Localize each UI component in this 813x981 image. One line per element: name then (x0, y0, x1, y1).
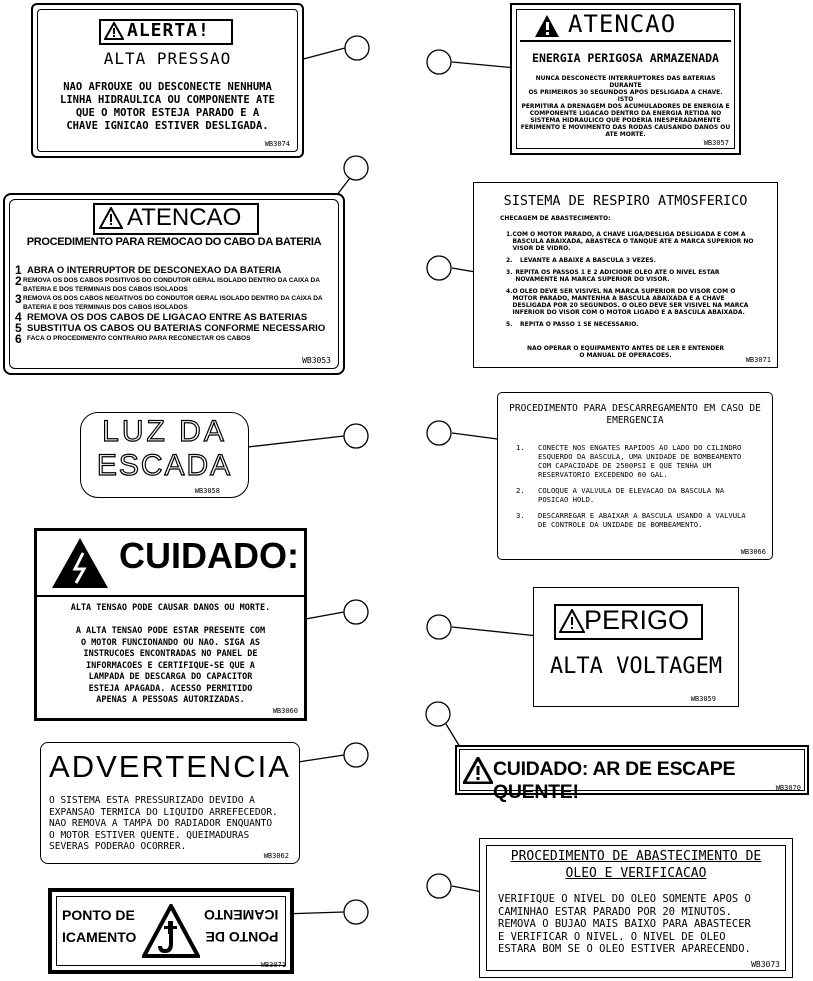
part-number: WB3074 (264, 140, 290, 148)
alerta-header-box (99, 19, 233, 45)
alerta-header: ALERTA! (127, 20, 210, 41)
atencao-bateria-header: ATENCAO (127, 204, 242, 231)
decal-cuidado-alta-tensao (34, 528, 307, 721)
cuidado-body-line: ESTEJA APAGADA. ACESSO PERMITIDO (88, 683, 253, 694)
icamento-right-line1: PONTO DE (205, 929, 278, 945)
callout-circle (427, 874, 451, 898)
respiro-title: SISTEMA DE RESPIRO ATMOSFERICO (503, 193, 748, 209)
decal-abastecimento-oleo (479, 838, 793, 978)
respiro-step: LEVANTE A ABAIXE A BASCULA 3 VEZES. (520, 257, 656, 264)
advertencia-body-line: SEVERAS PODERAO OCORRER. (49, 841, 187, 852)
alerta-body-line: QUE O MOTOR ESTEJA PARADO E A (75, 107, 260, 119)
abastecimento-body-line: E VERIFICAR O NIVEL. O NIVEL DE OLEO (498, 930, 726, 943)
luz-line2: ESCADA (96, 449, 233, 482)
advertencia-body-line: EXPANSAO TERMICA DO LIQUIDO ARREFECEDOR. (49, 806, 278, 818)
icamento-left-line1: PONTO DE (62, 907, 135, 923)
advertencia-body-line: O MOTOR ESTIVER QUENTE. QUEIMADURAS (49, 829, 250, 841)
respiro-step: REPITA O PASSO 1 SE NECESSARIO. (520, 321, 639, 328)
part-number: WB3057 (703, 139, 729, 147)
atencao-bateria-step: REMOVA OS DOS CABOS NEGATIVOS DO CONDUTOR GERAL ISOLADO DENTRO DA CAIXA DA BATERIA E DOS TERMINAIS DOS CABOS ISOLADOS (22, 295, 323, 311)
decal-atencao-bateria: ATENCAO PROCEDIMENTO PARA REMOCAO DO CABO DA BATERIA 1 ABRA O INTERRUPTOR DE DESCONEXAO DA BATERIA 2 REMOVA OS DOS CABOS POSITIVOS DO CONDUTOR GERAL ISOLADO DENTRO DA CAIXA DA BATERIA E DOS TERMINAIS DOS CABOS ISOLADOS 3 REMOVA OS DOS CABOS NEGATIVOS DO CONDUTOR GERAL ISOLADO DENTRO DA CAIXA DA BATERIA E DOS TERMINAIS DOS CABOS ISOLADOS 4 REMOVA OS DOS CABOS DE LIGACAO ENTRE AS BATERIAS 5 SUBSTITUA OS CABOS OU BATERIAS CONFORME NECESSARIO 6 FACA O PROCEDIMENTO CONTRARIO PARA RECONECTAR OS CABOS WB3053 (3, 193, 345, 375)
cuidado-line1: ALTA TENSAO PODE CAUSAR DANOS OU MORTE. (70, 603, 271, 613)
respiro-step: COM O MOTOR PARADO, A CHAVE LIGA/DESLIGA DESLIGADA E COM A BASCULA ABAIXADA, ABASTECA O TANQUE ATE A MARCA SUPERIOR NO VISOR DE VIDRO. (512, 231, 754, 252)
abastecimento-body-line: CAMINHAO ESTAR PARADO POR 20 MINUTOS. (498, 905, 732, 918)
cuidado-body-line: APENAS A PESSOAS AUTORIZADAS. (96, 695, 245, 705)
callout-circle (427, 615, 451, 639)
warning-triangle-icon (559, 609, 585, 633)
abastecimento-body-line: VERIFIQUE O NIVEL DO OLEO SOMENTE APOS O (498, 893, 751, 905)
callout-circle (427, 421, 451, 445)
callout-circle (427, 256, 451, 280)
icamento-right-line2: ICAMENTO (203, 907, 278, 923)
part-number: WB3059 (690, 695, 716, 703)
atencao-energia-line: SISTEMA HIDRAULICO QUE PODERIA INESPERADAMENTE (530, 117, 721, 124)
respiro-step: REPITA OS PASSOS 1 E 2 ADICIONE OLEO ATE O NIVEL ESTAR NOVAMENTE NA MARCA SUPERIOR DO VISOR. (515, 269, 720, 283)
decal-respiro-atmosferico: SISTEMA DE RESPIRO ATMOSFERICO CHECAGEM DE ABASTECIMENTO: 1. COM O MOTOR PARADO, A CHAVE LIGA/DESLIGA DESLIGADA E COM A BASCULA ABAIXADA, ABASTECA O TANQUE ATE A MARCA SUPERIOR NO VISOR DE VIDRO. 2. LEVANTE A ABAIXE A BASCULA 3 VEZES. 3. REPITA OS PASSOS 1 E 2 ADICIONE OLEO ATE O NIVEL ESTAR NOVAMENTE NA MARCA SUPERIOR DO VISOR. 4. O OLEO DEVE SER VISIVEL NA MARCA SUPERIOR DO VISOR COM O MOTOR PARADO, MANTENHA A BASCULA ABAIXADA E A CHAVE DESLIGADA POR 20 SEGUNDOS. O OLEO DEVE SER VISIVEL NA MARCA INFERIOR DO VISOR COM O MOTOR LIGADO E A BASCULA ABAIXADA. 5. REPITA O PASSO 1 SE NECESSARIO. NAO OPERAR O EQUIPAMENTO ANTES DE LER E ENTENDER O MANUAL DE OPERACOES. WB3071 (473, 182, 778, 368)
decal-atencao-energia (510, 3, 741, 155)
cuidado-body-line: LAMPADA DE DESCARGA DO CAPACITOR (88, 672, 253, 682)
respiro-subtitle: CHECAGEM DE ABASTECIMENTO: (500, 215, 611, 222)
callout-circle (426, 702, 450, 726)
luz-line1: LUZ DA (102, 415, 227, 448)
advertencia-body-line: O SISTEMA ESTA PRESSURIZADO DEVIDO A (49, 795, 255, 806)
perigo-header-box (554, 604, 703, 640)
part-number: WB3060 (272, 707, 298, 715)
cuidado-body-line: O MOTOR FUNCIONANDO OU NAO. SIGA AS (80, 637, 261, 648)
alerta-body-line: NAO AFROUXE OU DESCONECTE NENHUMA (63, 81, 272, 93)
decal-luz-da-escada (80, 412, 249, 498)
escape-text: CUIDADO: AR DE ESCAPE QUENTE! (493, 758, 736, 803)
part-number: WB3058 (194, 487, 220, 495)
warning-triangle-icon (104, 22, 124, 40)
descarregamento-title: PROCEDIMENTO PARA DESCARREGAMENTO EM CASO DE EMERGENCIA (509, 403, 761, 426)
decal-advertencia (40, 742, 300, 864)
cuidado-body-line: INSTRUCOES ENCONTRADAS NO PANEL DE (83, 649, 258, 659)
warning-triangle-icon (99, 207, 123, 229)
abastecimento-body-line: ESTARA BOM SE O OLEO ESTIVER APARECENDO. (498, 943, 751, 955)
descarregamento-step: COLOQUE A VALVULA DE ELEVACAO DA BASCULA NA POSICAO HOLD. (538, 486, 725, 504)
perigo-title: ALTA VOLTAGEM (549, 654, 723, 679)
lifting-point-icon (142, 904, 200, 958)
atencao-bateria-step: ABRA O INTERRUPTOR DE DESCONEXAO DA BATERIA (27, 265, 282, 276)
atencao-energia-title: ENERGIA PERIGOSA ARMAZENADA (532, 51, 719, 65)
part-number: WB3070 (775, 784, 801, 792)
part-number: WB3053 (302, 356, 331, 365)
electrical-hazard-icon (51, 537, 109, 589)
atencao-energia-header: ATENCAO (568, 10, 677, 38)
cuidado-header: CUIDADO: (119, 535, 299, 576)
icamento-left-line2: ICAMENTO (62, 929, 137, 945)
warning-triangle-icon (534, 14, 560, 38)
part-number: WB3066 (740, 548, 766, 556)
callout-circle (427, 50, 451, 74)
advertencia-body-line: NAO REMOVA A TAMPA DO RADIADOR ENQUANTO (49, 818, 273, 829)
callout-circle (344, 600, 368, 624)
decal-ponto-de-icamento (48, 888, 294, 974)
callout-circle (344, 424, 368, 448)
atencao-bateria-step: FACA O PROCEDIMENTO CONTRARIO PARA RECONECTAR OS CABOS (27, 335, 251, 342)
atencao-energia-line: COMPONENTE LIGACAO DENTRO DA ENERGIA RETIDA NO (529, 110, 722, 117)
alerta-body-line: LINHA HIDRAULICA OU COMPONENTE ATE (60, 94, 275, 106)
atencao-bateria-step: REMOVA OS DOS CABOS POSITIVOS DO CONDUTOR GERAL ISOLADO DENTRO DA CAIXA DA BATERIA E DOS TERMINAIS DOS CABOS ISOLADOS (23, 277, 320, 293)
atencao-bateria-step: REMOVA OS DOS CABOS DE LIGACAO ENTRE AS BATERIAS (27, 312, 308, 323)
part-number: WB3062 (263, 852, 289, 860)
atencao-energia-line: ATE MORTE. (605, 131, 646, 138)
respiro-step: O OLEO DEVE SER VISIVEL NA MARCA SUPERIOR DO VISOR COM O MOTOR PARADO, MANTENHA A BASCULA ABAIXADA E A CHAVE DESLIGADA POR 20 SEGUNDOS. O OLEO DEVE SER VISIVEL NA MARCA INFERIOR DO VISOR COM O MOTOR LIGADO E A BASCULA ABAIXADA. (512, 288, 749, 316)
descarregamento-step: DESCARREGAR E ABAIXAR A BASCULA USANDO A VALVULA DE CONTROLE DA UNIDADE DE BOMBEAMENTO. (538, 511, 746, 529)
callout-circle (345, 36, 369, 60)
abastecimento-body-line: REMOVA O BUJAO MAIS BAIXO PARA ABASTECER (498, 918, 751, 930)
perigo-header: PERIGO (584, 605, 690, 635)
warning-triangle-icon (463, 757, 493, 784)
alerta-body-line: CHAVE IGNICAO ESTIVER DESLIGADA. (66, 120, 269, 132)
abastecimento-title2: OLEO E VERIFICACAO (565, 866, 707, 881)
abastecimento-title1: PROCEDIMENTO DE ABASTECIMENTO DE (510, 849, 762, 864)
atencao-energia-line: FERIMENTO E MOVIMENTO DAS RODAS CAUSANDO DANOS OU (520, 124, 731, 131)
part-number: WB3071 (745, 356, 771, 364)
cuidado-body-line: INFORMACOES E CERTIFIQUE-SE QUE A (86, 660, 255, 671)
part-number: WB3073 (751, 960, 780, 969)
decal-alerta-alta-pressao (31, 3, 304, 158)
callout-circle (344, 900, 368, 924)
atencao-energia-line: PERMITIRA A DRENAGEM DOS ACUMULADORES DE ENERGIA E (521, 103, 730, 110)
part-number: WB3071 (260, 961, 286, 969)
atencao-energia-line: NUNCA DESCONECTE INTERRUPTORES DAS BATERIAS DURANTE (535, 75, 716, 89)
atencao-energia-line: OS PRIMEIROS 30 SEGUNDOS APOS DESLIGADA A CHAVE. ISTO (528, 89, 723, 103)
callout-circle (344, 743, 368, 767)
respiro-footer: NAO OPERAR O EQUIPAMENTO ANTES DE LER E ENTENDER O MANUAL DE OPERACOES. (526, 345, 725, 359)
descarregamento-step: CONECTE NOS ENGATES RAPIDOS AO LADO DO CILINDRO ESQUERDO DA BASCULA, UMA UNIDADE DE BOMBEAMENTO COM CAPACIDADE DE 2500PSI E QUE TENHA UM RESERVATORIO EXCEDENDO 60 GAL. (538, 443, 742, 479)
cuidado-body-line: A ALTA TENSAO PODE ESTAR PRESENTE COM (75, 626, 266, 636)
atencao-bateria-header-box (93, 203, 259, 235)
decal-perigo-alta-voltagem (533, 587, 739, 707)
alerta-title: ALTA PRESSAO (103, 49, 232, 68)
atencao-bateria-step: SUBSTITUA OS CABOS OU BATERIAS CONFORME NECESSARIO (27, 323, 326, 334)
callout-circle (344, 156, 368, 180)
atencao-bateria-title: PROCEDIMENTO PARA REMOCAO DO CABO DA BATERIA (26, 236, 322, 248)
advertencia-header: ADVERTENCIA (49, 749, 291, 784)
decal-descarregamento-emergencia: PROCEDIMENTO PARA DESCARREGAMENTO EM CASO DE EMERGENCIA 1. CONECTE NOS ENGATES RAPIDOS AO LADO DO CILINDRO ESQUERDO DA BASCULA, UMA UNIDADE DE BOMBEAMENTO COM CAPACIDADE DE 2500PSI E QUE TENHA UM RESERVATORIO EXCEDENDO 60 GAL. 2. COLOQUE A VALVULA DE ELEVACAO DA BASCULA NA POSICAO HOLD. 3. DESCARREGAR E ABAIXAR A BASCULA USANDO A VALVULA DE CONTROLE DA UNIDADE DE BOMBEAMENTO. WB3066 (497, 392, 773, 560)
decal-cuidado-ar-escape (455, 745, 809, 803)
